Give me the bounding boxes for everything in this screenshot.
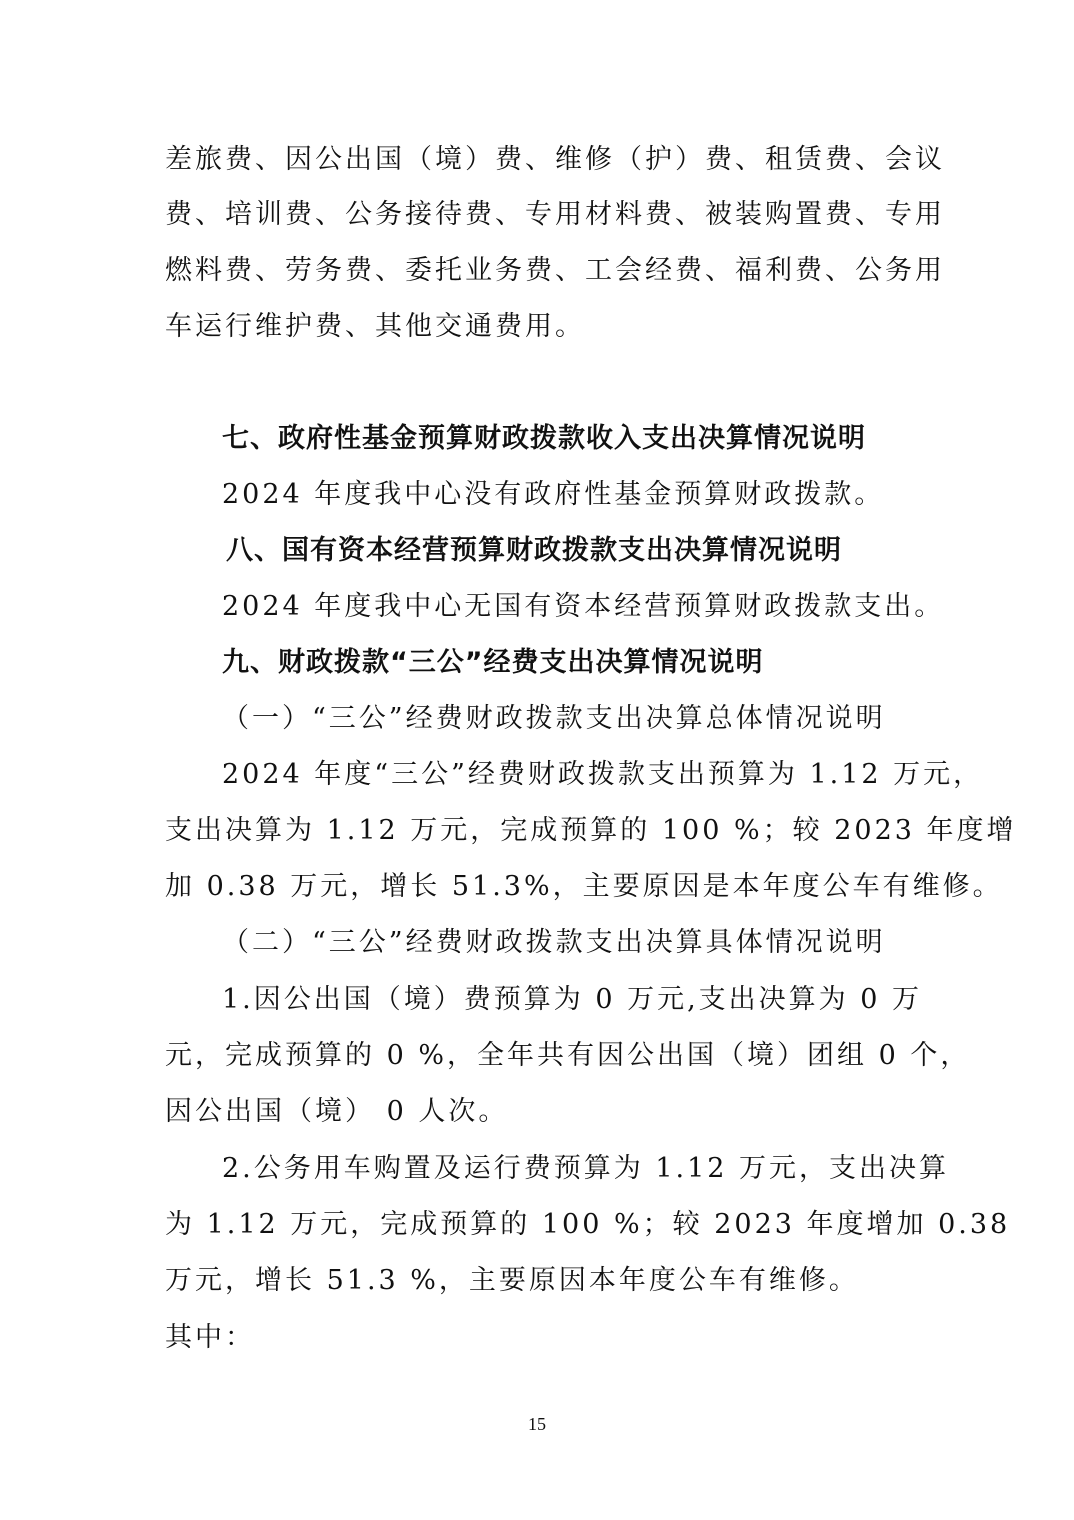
paragraph-line: 燃料费、劳务费、委托业务费、工会经费、福利费、公务用	[165, 255, 945, 286]
section-heading: 九、财政拨款“三公”经费支出决算情况说明	[222, 647, 764, 678]
paragraph-line: 其中：	[165, 1322, 255, 1353]
section-body: 2024 年度我中心没有政府性基金预算财政拨款。	[222, 479, 885, 510]
paragraph-line: 为 1.12 万元，完成预算的 100 %；较 2023 年度增加 0.38	[165, 1209, 1011, 1240]
paragraph-line: 支出决算为 1.12 万元，完成预算的 100 %；较 2023 年度增	[165, 815, 1017, 846]
section-heading: 七、政府性基金预算财政拨款收入支出决算情况说明	[222, 423, 866, 454]
paragraph-line: 车运行维护费、其他交通费用。	[165, 311, 585, 342]
paragraph-line: 元，完成预算的 0 %，全年共有因公出国（境）团组 0 个，	[165, 1040, 971, 1071]
paragraph-line: 因公出国（境） 0 人次。	[165, 1096, 509, 1127]
paragraph-line: 2024 年度“三公”经费财政拨款支出预算为 1.12 万元，	[222, 759, 984, 790]
subsection-heading: （一）“三公”经费财政拨款支出决算总体情况说明	[222, 703, 886, 734]
paragraph-line: 万元，增长 51.3 %，主要原因本年度公车有维修。	[165, 1265, 859, 1296]
paragraph-line: 差旅费、因公出国（境）费、维修（护）费、租赁费、会议	[165, 144, 945, 175]
page-number: 15	[528, 1414, 546, 1434]
paragraph-line: 费、培训费、公务接待费、专用材料费、被装购置费、专用	[165, 199, 945, 230]
section-body: 2024 年度我中心无国有资本经营预算财政拨款支出。	[222, 591, 945, 622]
section-heading: 八、国有资本经营预算财政拨款支出决算情况说明	[226, 535, 842, 566]
paragraph-line: 1.因公出国（境）费预算为 0 万元,支出决算为 0 万	[222, 984, 923, 1015]
paragraph-line: 2.公务用车购置及运行费预算为 1.12 万元，支出决算	[222, 1153, 950, 1184]
subsection-heading: （二）“三公”经费财政拨款支出决算具体情况说明	[222, 927, 886, 958]
paragraph-line: 加 0.38 万元，增长 51.3%，主要原因是本年度公车有维修。	[165, 871, 1003, 902]
